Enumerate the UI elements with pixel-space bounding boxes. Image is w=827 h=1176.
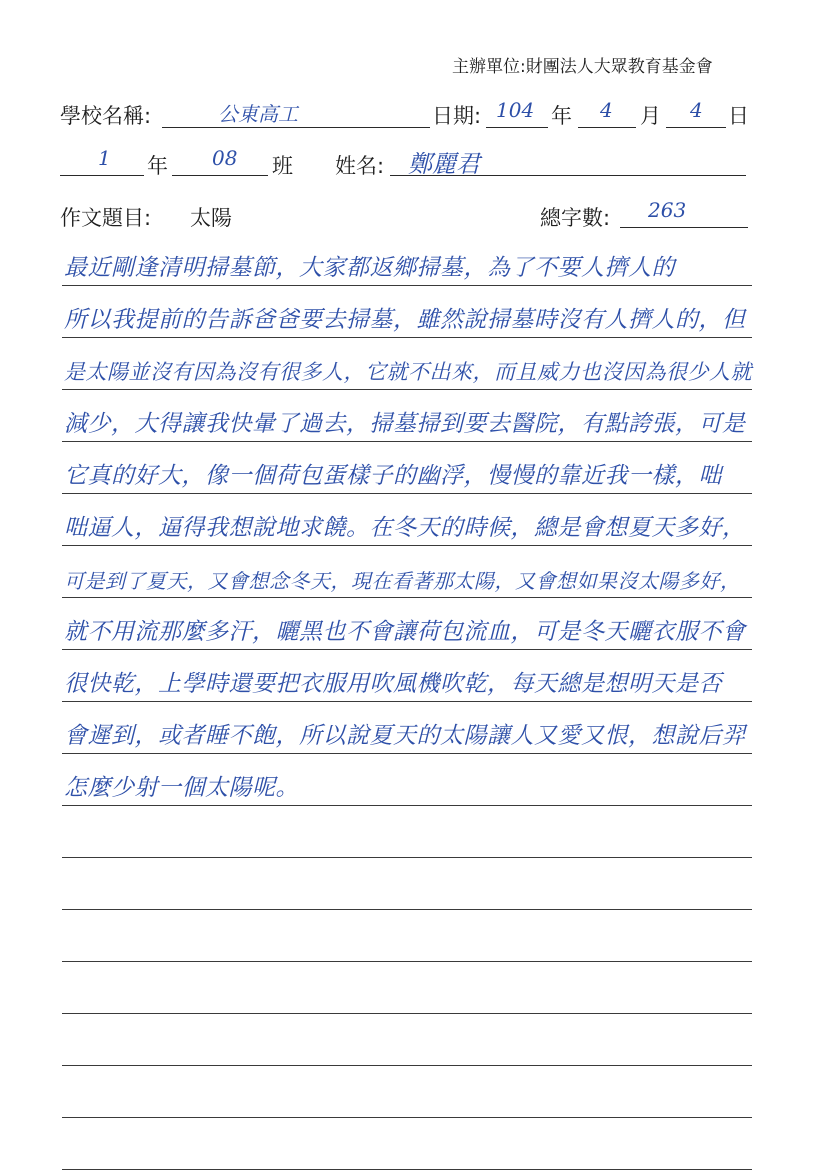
school-name-label: 學校名稱: [60,104,152,128]
essay-line-rule [62,701,752,702]
date-day-label: 日 [728,104,749,128]
essay-line [62,552,752,604]
essay-line [62,812,752,864]
organizer-header: 主辦單位:財團法人大眾教育基金會 [452,57,713,77]
essay-line [62,968,752,1020]
date-month-underline [578,127,636,128]
class-label: 班 [272,154,293,178]
essay-line-text: 會遲到，或者睡不飽，所以說夏天的太陽讓人又愛又恨，想說后羿 [64,723,746,749]
school-name-value: 公東高工 [218,102,298,126]
essay-line-rule [62,1117,752,1118]
date-day-value: 4 [690,98,703,122]
date-year-underline [486,127,548,128]
essay-line-rule [62,493,752,494]
essay-line-rule [62,961,752,962]
date-month-label: 月 [640,104,661,128]
essay-line-rule [62,1013,752,1014]
date-day-underline [666,127,726,128]
word-count-label: 總字數: [540,206,611,230]
essay-line-rule [62,597,752,598]
essay-line-rule [62,337,752,338]
essay-line-rule [62,1169,752,1170]
essay-line [62,864,752,916]
essay-line-rule [62,1065,752,1066]
date-year-value: 104 [496,98,535,122]
essay-line [62,604,752,656]
word-count-value: 263 [648,198,687,222]
essay-line [62,656,752,708]
essay-line-rule [62,753,752,754]
essay-title-value: 太陽 [190,206,232,230]
essay-line-rule [62,649,752,650]
word-count-underline [620,227,748,228]
class-underline [172,175,268,176]
class-value: 08 [212,146,238,170]
essay-line [62,916,752,968]
essay-line-rule [62,545,752,546]
essay-line-rule [62,441,752,442]
essay-line [62,240,752,292]
essay-line [62,1124,752,1176]
essay-line-rule [62,857,752,858]
essay-line-text: 所以我提前的告訴爸爸要去掃墓，雖然說掃墓時沒有人擠人的，但 [64,307,746,333]
essay-line [62,396,752,448]
date-year-label: 年 [551,104,572,128]
essay-line [62,1072,752,1124]
grade-value: 1 [98,146,111,170]
essay-line-rule [62,389,752,390]
essay-body [62,240,752,1176]
student-name-value: 鄭麗君 [408,150,480,178]
essay-line-text: 怎麼少射一個太陽呢。 [64,775,299,801]
essay-title-label: 作文題目: [60,206,152,230]
grade-underline [60,175,144,176]
essay-line [62,500,752,552]
essay-line [62,292,752,344]
essay-line-rule [62,805,752,806]
essay-line [62,344,752,396]
essay-line [62,760,752,812]
essay-line-text: 咄逼人，逼得我想說地求饒。在冬天的時候，總是會想夏天多好， [64,515,746,541]
essay-line [62,448,752,500]
school-name-underline [162,127,430,128]
essay-line-text: 減少，大得讓我快暈了過去，掃墓掃到要去醫院，有點誇張，可是 [64,411,746,437]
grade-label: 年 [147,154,168,178]
essay-line-text: 就不用流那麼多汗，曬黑也不會讓荷包流血，可是冬天曬衣服不會 [64,619,746,645]
essay-line-text: 最近剛逢清明掃墓節，大家都返鄉掃墓，為了不要人擠人的 [64,255,675,281]
essay-line-text: 可是到了夏天，又會想念冬天，現在看著那太陽，又會想如果沒太陽多好， [64,569,741,593]
student-name-label: 姓名: [335,154,385,178]
essay-line-rule [62,909,752,910]
essay-line [62,1020,752,1072]
essay-line-text: 它真的好大，像一個荷包蛋樣子的幽浮，慢慢的靠近我一樣，咄 [64,463,722,489]
date-label: 日期: [432,104,482,128]
essay-line [62,708,752,760]
essay-line-text: 是太陽並沒有因為沒有很多人，它就不出來，而且威力也沒因為很少人就 [64,360,752,384]
essay-line-rule [62,285,752,286]
date-month-value: 4 [600,98,613,122]
essay-line-text: 很快乾，上學時還要把衣服用吹風機吹乾，每天總是想明天是否 [64,671,722,697]
